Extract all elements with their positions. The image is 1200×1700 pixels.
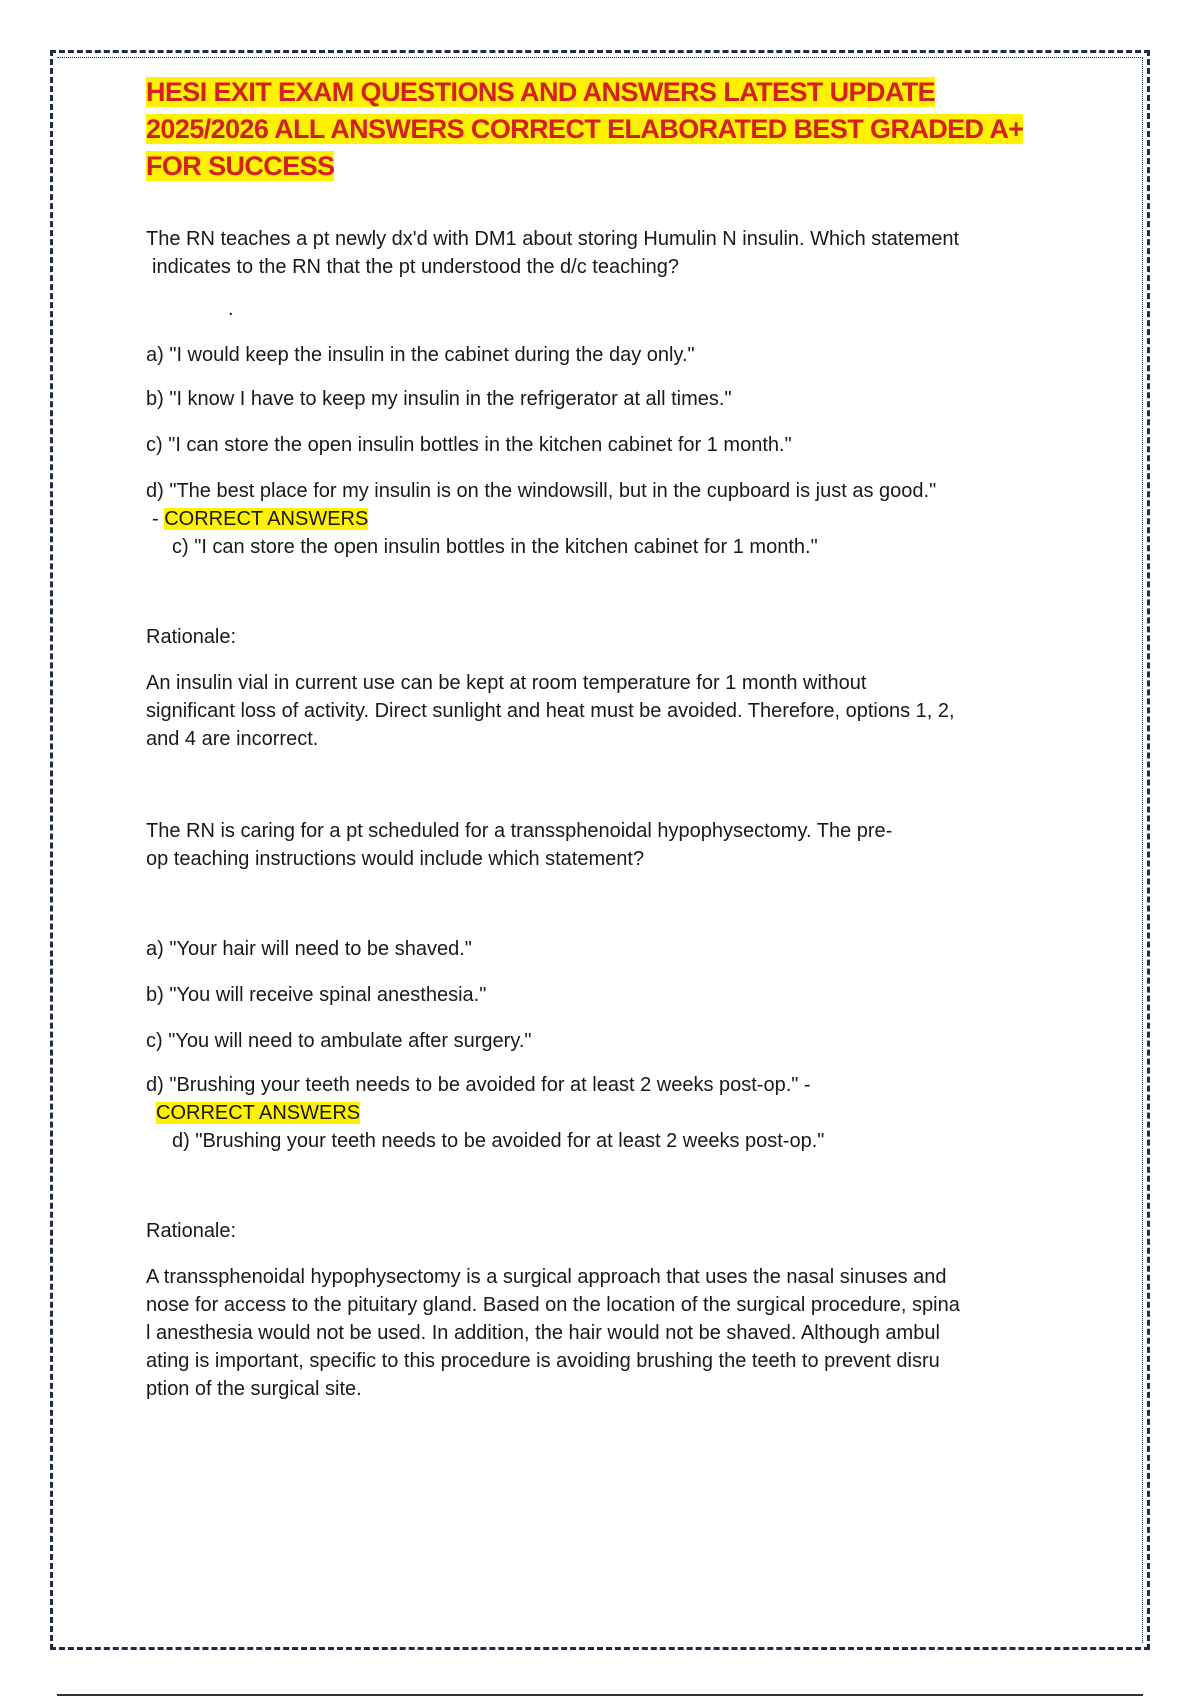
correct-answers-badge: CORRECT ANSWERS: [164, 508, 369, 530]
question-2: [146, 817, 1076, 1403]
question-2-rationale-heading: Rationale:: [146, 1220, 237, 1242]
question-2-stem-line-1: The RN is caring for a pt scheduled for a transsphenoidal hypophysectomy. The pre-: [146, 820, 893, 842]
title-line-1: HESI EXIT EXAM QUESTIONS AND ANSWERS LATEST UPDATE: [146, 77, 936, 107]
rationale-line: An insulin vial in current use can be kept at room temperature for 1 month without: [146, 672, 867, 694]
question-2-correct-label-line: [146, 1099, 1076, 1127]
question-2-option-c: c) "You will need to ambulate after surgery.": [146, 1030, 532, 1052]
question-1-stem-line-1: The RN teaches a pt newly dx'd with DM1 about storing Humulin N insulin. Which statement: [146, 228, 960, 250]
rationale-line: A transsphenoidal hypophysectomy is a surgical approach that uses the nasal sinuses and: [146, 1266, 947, 1288]
rationale-line: nose for access to the pituitary gland. Based on the location of the surgical procedure, spina: [146, 1294, 960, 1316]
rationale-line: significant loss of activity. Direct sunlight and heat must be avoided. Therefore, options 1, 2,: [146, 700, 955, 722]
correct-prefix: -: [152, 508, 165, 530]
question-1-stem-line-2: indicates to the RN that the pt understood the d/c teaching?: [152, 256, 680, 278]
footer-rule: [57, 1694, 1143, 1696]
document-title: [146, 74, 1076, 185]
title-line-2: 2025/2026 ALL ANSWERS CORRECT ELABORATED BEST GRADED A+: [146, 114, 1024, 144]
question-1-option-c: c) "I can store the open insulin bottles in the kitchen cabinet for 1 month.": [146, 434, 792, 456]
question-2-rationale: [146, 1263, 1076, 1403]
question-1-option-b: b) "I know I have to keep my insulin in the refrigerator at all times.": [146, 388, 732, 410]
rationale-line: ption of the surgical site.: [146, 1378, 362, 1400]
question-2-correct-answer: d) "Brushing your teeth needs to be avoided for at least 2 weeks post-op.": [172, 1130, 825, 1152]
question-2-option-a: a) "Your hair will need to be shaved.": [146, 938, 472, 960]
question-1-option-d: d) "The best place for my insulin is on the windowsill, but in the cupboard is just as good.": [146, 480, 937, 502]
question-1-rationale-heading: Rationale:: [146, 626, 237, 648]
stray-mark: .: [228, 298, 234, 320]
title-line-3: FOR SUCCESS: [146, 151, 335, 181]
question-2-option-b: b) "You will receive spinal anesthesia.": [146, 984, 487, 1006]
question-1-rationale: [146, 669, 1076, 753]
question-1-option-a: a) "I would keep the insulin in the cabinet during the day only.": [146, 344, 695, 366]
question-2-option-d: d) "Brushing your teeth needs to be avoided for at least 2 weeks post-op." -: [146, 1074, 811, 1096]
question-1: [146, 225, 1076, 753]
question-1-correct-answer: c) "I can store the open insulin bottles in the kitchen cabinet for 1 month.": [172, 536, 818, 558]
question-1-correct-label-line: [146, 505, 1076, 533]
rationale-line: and 4 are incorrect.: [146, 728, 319, 750]
question-2-stem-line-2: op teaching instructions would include which statement?: [146, 848, 645, 870]
document-content: [146, 74, 1076, 1403]
rationale-line: l anesthesia would not be used. In addition, the hair would not be shaved. Although ambul: [146, 1322, 940, 1344]
rationale-line: ating is important, specific to this procedure is avoiding brushing the teeth to prevent disru: [146, 1350, 940, 1372]
correct-answers-badge: CORRECT ANSWERS: [156, 1102, 361, 1124]
